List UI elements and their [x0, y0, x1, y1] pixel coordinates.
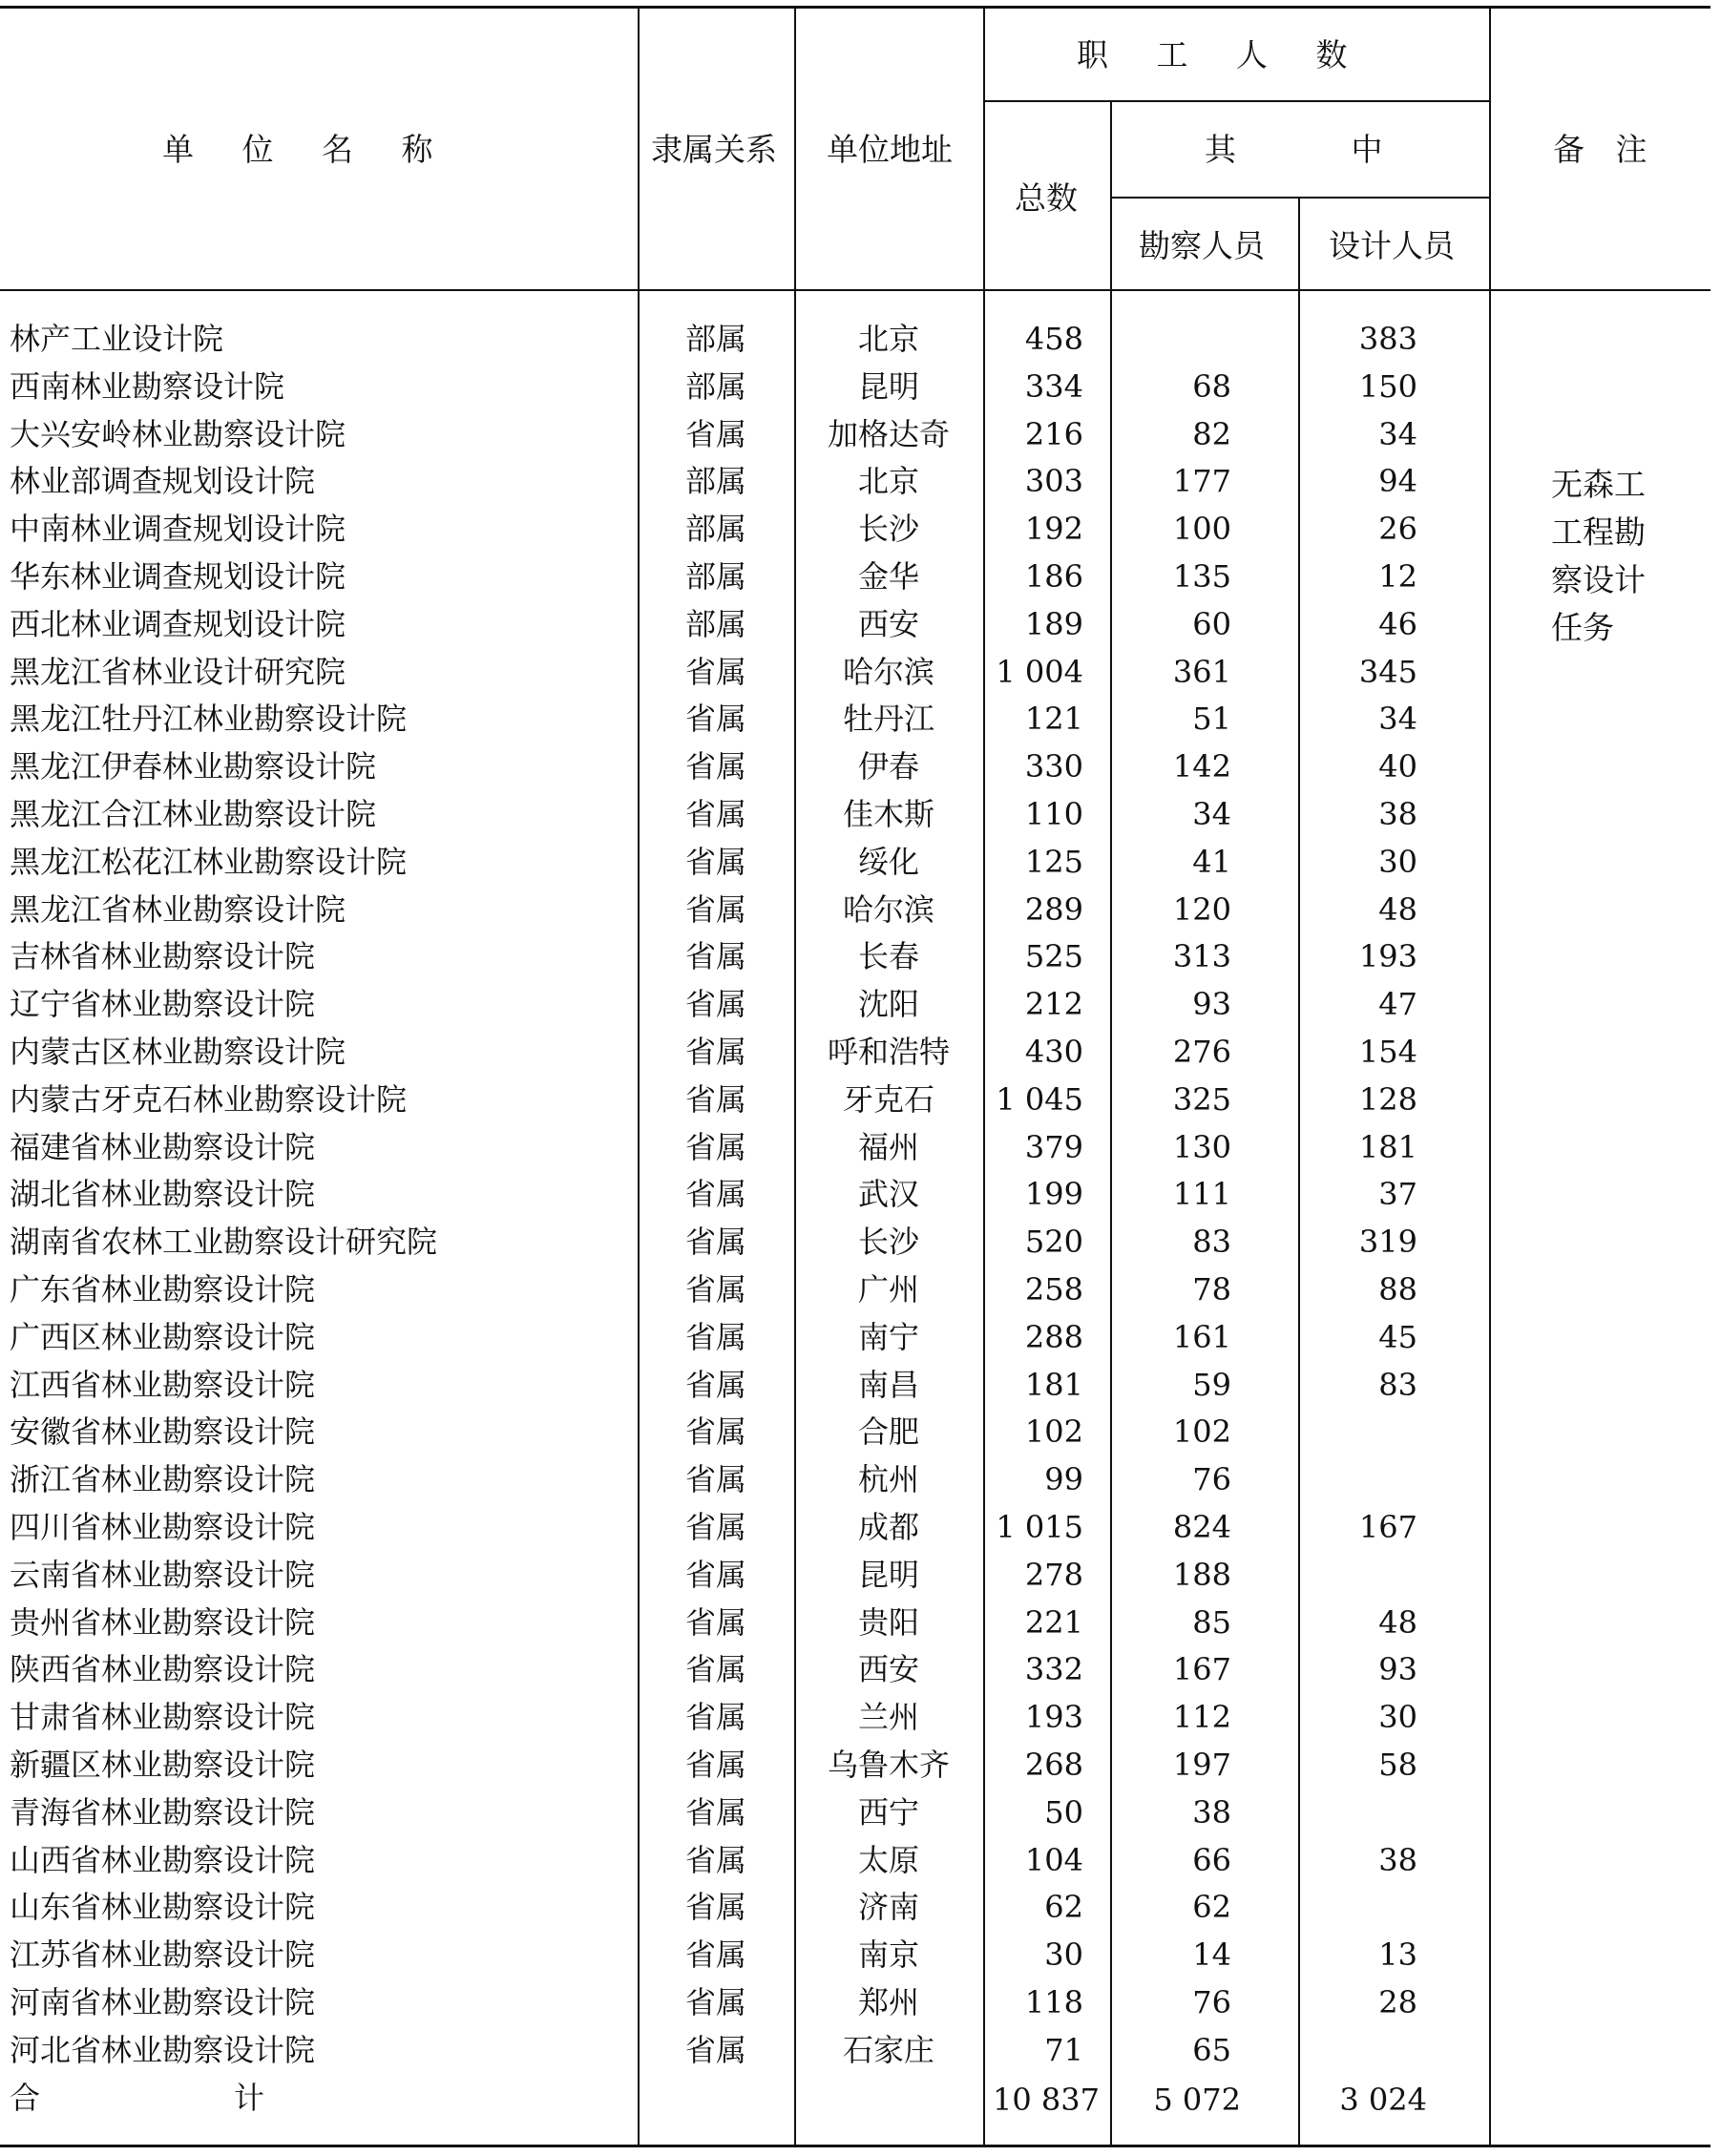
relation-cell: 省属 [684, 1651, 746, 1687]
unit-name-cell: 福建省林业勘察设计院 [10, 1129, 316, 1165]
total-cell: 50 [1044, 1794, 1083, 1831]
survey-cell: 62 [1192, 1889, 1231, 1925]
survey-cell: 361 [1172, 654, 1231, 690]
unit-name-cell: 山东省林业勘察设计院 [10, 1889, 316, 1925]
total-cell: 216 [1024, 416, 1083, 452]
header-address: 单位地址 [827, 131, 953, 168]
address-cell: 武汉 [857, 1176, 919, 1212]
total-cell: 332 [1024, 1651, 1083, 1687]
relation-cell: 省属 [684, 1604, 746, 1641]
total-cell: 268 [1024, 1747, 1083, 1783]
footer-label-ji: 计 [234, 2080, 265, 2116]
survey-cell: 102 [1172, 1413, 1231, 1450]
relation-cell: 省属 [684, 986, 746, 1022]
design-cell: 383 [1358, 321, 1417, 357]
total-cell: 99 [1044, 1461, 1083, 1497]
survey-cell: 76 [1192, 1461, 1231, 1497]
design-cell: 40 [1378, 748, 1417, 785]
survey-cell: 142 [1172, 748, 1231, 785]
address-cell: 佳木斯 [842, 796, 934, 832]
total-cell: 221 [1024, 1604, 1083, 1641]
total-cell: 1 045 [996, 1081, 1083, 1118]
design-cell: 37 [1378, 1176, 1417, 1212]
note-text [1551, 461, 1646, 652]
survey-cell: 41 [1192, 844, 1231, 880]
address-cell: 乌鲁木齐 [827, 1747, 950, 1783]
address-cell: 北京 [857, 463, 919, 499]
address-cell: 广州 [857, 1271, 919, 1308]
address-cell: 长沙 [857, 1224, 919, 1260]
total-cell: 379 [1024, 1129, 1083, 1165]
survey-cell: 120 [1172, 891, 1231, 928]
unit-name-cell: 华东林业调查规划设计院 [10, 558, 346, 595]
address-cell: 牙克石 [842, 1081, 934, 1118]
unit-name-cell: 浙江省林业勘察设计院 [10, 1461, 316, 1497]
address-cell: 昆明 [857, 1557, 919, 1593]
survey-cell: 188 [1172, 1557, 1231, 1593]
design-cell: 319 [1358, 1224, 1417, 1260]
total-cell: 125 [1024, 844, 1083, 880]
design-cell: 34 [1378, 701, 1417, 737]
address-cell: 西安 [857, 606, 919, 642]
relation-cell: 省属 [684, 1794, 746, 1831]
unit-name-cell: 贵州省林业勘察设计院 [10, 1604, 316, 1641]
relation-cell: 省属 [684, 2032, 746, 2068]
unit-name-cell: 辽宁省林业勘察设计院 [10, 986, 316, 1022]
relation-cell: 部属 [684, 368, 746, 405]
survey-cell: 34 [1192, 796, 1231, 832]
unit-name-cell: 黑龙江合江林业勘察设计院 [10, 796, 377, 832]
design-cell: 13 [1378, 1936, 1417, 1973]
unit-name-cell: 江西省林业勘察设计院 [10, 1367, 316, 1403]
address-cell: 郑州 [857, 1984, 919, 2020]
unit-name-cell: 林业部调查规划设计院 [10, 463, 316, 499]
survey-cell: 135 [1172, 558, 1231, 595]
total-cell: 520 [1024, 1224, 1083, 1260]
survey-cell: 313 [1172, 938, 1231, 974]
unit-name-cell: 林产工业设计院 [10, 321, 224, 357]
design-cell: 12 [1378, 558, 1417, 595]
design-cell: 47 [1378, 986, 1417, 1022]
survey-cell: 82 [1192, 416, 1231, 452]
design-cell: 94 [1378, 463, 1417, 499]
address-cell: 加格达奇 [827, 416, 950, 452]
relation-cell: 省属 [684, 1889, 746, 1925]
unit-name-cell: 新疆区林业勘察设计院 [10, 1747, 316, 1783]
survey-cell: 66 [1192, 1842, 1231, 1878]
address-cell: 呼和浩特 [827, 1034, 950, 1070]
design-cell: 48 [1378, 891, 1417, 928]
unit-name-cell: 安徽省林业勘察设计院 [10, 1413, 316, 1450]
relation-cell: 省属 [684, 1413, 746, 1450]
header-survey-staff: 勘察人员 [1139, 227, 1265, 264]
relation-cell: 省属 [684, 1176, 746, 1212]
address-cell: 石家庄 [842, 2032, 934, 2068]
note-line: 工程勘 [1551, 513, 1646, 551]
relation-cell: 部属 [684, 511, 746, 547]
address-cell: 南京 [857, 1936, 919, 1973]
design-cell: 154 [1358, 1034, 1417, 1070]
total-cell: 525 [1024, 938, 1083, 974]
top-rule [0, 6, 1711, 9]
address-cell: 兰州 [857, 1699, 919, 1735]
survey-cell: 68 [1192, 368, 1231, 405]
unit-name-cell: 黑龙江省林业勘察设计院 [10, 891, 346, 928]
address-cell: 贵阳 [857, 1604, 919, 1641]
relation-cell: 省属 [684, 1842, 746, 1878]
total-cell: 278 [1024, 1557, 1083, 1593]
address-cell: 北京 [857, 321, 919, 357]
relation-cell: 省属 [684, 416, 746, 452]
unit-name-cell: 中南林业调查规划设计院 [10, 511, 346, 547]
survey-cell: 85 [1192, 1604, 1231, 1641]
unit-name-cell: 河南省林业勘察设计院 [10, 1984, 316, 2020]
total-cell: 189 [1024, 606, 1083, 642]
relation-cell: 省属 [684, 1367, 746, 1403]
address-cell: 太原 [857, 1842, 919, 1878]
relation-cell: 省属 [684, 1224, 746, 1260]
unit-name-cell: 内蒙古区林业勘察设计院 [10, 1034, 346, 1070]
design-cell: 48 [1378, 1604, 1417, 1641]
relation-cell: 省属 [684, 796, 746, 832]
unit-name-cell: 黑龙江伊春林业勘察设计院 [10, 748, 377, 785]
address-cell: 伊春 [857, 748, 919, 785]
col-rule-1 [638, 8, 640, 2146]
address-cell: 福州 [857, 1129, 919, 1165]
address-cell: 济南 [857, 1889, 919, 1925]
total-cell: 258 [1024, 1271, 1083, 1308]
relation-cell: 省属 [684, 1936, 746, 1973]
total-cell: 1 004 [996, 654, 1083, 690]
design-cell: 30 [1378, 1699, 1417, 1735]
relation-cell: 省属 [684, 1747, 746, 1783]
survey-cell: 38 [1192, 1794, 1231, 1831]
total-cell: 62 [1044, 1889, 1083, 1925]
col-rule-4 [1110, 101, 1112, 2146]
survey-cell: 76 [1192, 1984, 1231, 2020]
total-cell: 1 015 [996, 1509, 1083, 1545]
col-rule-5 [1298, 198, 1300, 2146]
design-cell: 46 [1378, 606, 1417, 642]
relation-cell: 省属 [684, 938, 746, 974]
address-cell: 金华 [857, 558, 919, 595]
note-line: 无森工 [1551, 466, 1646, 503]
design-cell: 88 [1378, 1271, 1417, 1308]
total-cell: 288 [1024, 1319, 1083, 1355]
survey-cell: 100 [1172, 511, 1231, 547]
design-cell: 45 [1378, 1319, 1417, 1355]
relation-cell: 省属 [684, 701, 746, 737]
design-cell: 34 [1378, 416, 1417, 452]
total-cell: 303 [1024, 463, 1083, 499]
survey-cell: 197 [1172, 1747, 1231, 1783]
address-cell: 南宁 [857, 1319, 919, 1355]
unit-name-cell: 陕西省林业勘察设计院 [10, 1651, 316, 1687]
design-cell: 28 [1378, 1984, 1417, 2020]
design-cell: 38 [1378, 796, 1417, 832]
unit-name-cell: 黑龙江省林业设计研究院 [10, 654, 346, 690]
address-cell: 哈尔滨 [842, 654, 934, 690]
design-cell: 345 [1358, 654, 1417, 690]
unit-name-cell: 内蒙古牙克石林业勘察设计院 [10, 1081, 408, 1118]
footer-label-he: 合 [10, 2080, 41, 2116]
address-cell: 南昌 [857, 1367, 919, 1403]
address-cell: 绥化 [857, 844, 919, 880]
unit-name-cell: 青海省林业勘察设计院 [10, 1794, 316, 1831]
footer-survey: 5 072 [1153, 2082, 1241, 2118]
total-cell: 458 [1024, 321, 1083, 357]
address-cell: 西宁 [857, 1794, 919, 1831]
note-line: 察设计 [1551, 561, 1646, 598]
header-total: 总数 [1015, 179, 1078, 217]
unit-name-cell: 甘肃省林业勘察设计院 [10, 1699, 316, 1735]
total-cell: 118 [1024, 1984, 1083, 2020]
col-rule-6 [1489, 8, 1491, 2146]
unit-name-cell: 山西省林业勘察设计院 [10, 1842, 316, 1878]
address-cell: 牡丹江 [842, 701, 934, 737]
unit-name-cell: 广西区林业勘察设计院 [10, 1319, 316, 1355]
unit-name-cell: 西南林业勘察设计院 [10, 368, 285, 405]
address-cell: 杭州 [857, 1461, 919, 1497]
survey-cell: 161 [1172, 1319, 1231, 1355]
staff-subheader-rule [983, 100, 1489, 102]
unit-name-cell: 吉林省林业勘察设计院 [10, 938, 316, 974]
address-cell: 合肥 [857, 1413, 919, 1450]
relation-cell: 部属 [684, 463, 746, 499]
total-cell: 102 [1024, 1413, 1083, 1450]
relation-cell: 省属 [684, 1319, 746, 1355]
total-cell: 430 [1024, 1034, 1083, 1070]
total-cell: 110 [1024, 796, 1083, 832]
survey-cell: 60 [1192, 606, 1231, 642]
survey-cell: 167 [1172, 1651, 1231, 1687]
design-cell: 167 [1358, 1509, 1417, 1545]
design-cell: 38 [1378, 1842, 1417, 1878]
relation-cell: 省属 [684, 891, 746, 928]
header-bottom-rule [0, 289, 1711, 291]
survey-cell: 111 [1172, 1176, 1231, 1212]
address-cell: 成都 [857, 1509, 919, 1545]
relation-cell: 省属 [684, 1081, 746, 1118]
unit-name-cell: 西北林业调查规划设计院 [10, 606, 346, 642]
design-cell: 93 [1378, 1651, 1417, 1687]
total-cell: 192 [1024, 511, 1083, 547]
header-unit-name: 单 位 名 称 [162, 131, 433, 168]
unit-name-cell: 江苏省林业勘察设计院 [10, 1936, 316, 1973]
survey-cell: 325 [1172, 1081, 1231, 1118]
total-cell: 193 [1024, 1699, 1083, 1735]
relation-cell: 省属 [684, 1984, 746, 2020]
survey-cell: 51 [1192, 701, 1231, 737]
relation-cell: 省属 [684, 1557, 746, 1593]
design-cell: 181 [1358, 1129, 1417, 1165]
total-cell: 186 [1024, 558, 1083, 595]
address-cell: 哈尔滨 [842, 891, 934, 928]
survey-cell: 93 [1192, 986, 1231, 1022]
address-cell: 长春 [857, 938, 919, 974]
survey-cell: 78 [1192, 1271, 1231, 1308]
relation-cell: 部属 [684, 606, 746, 642]
total-cell: 289 [1024, 891, 1083, 928]
relation-cell: 省属 [684, 844, 746, 880]
relation-cell: 省属 [684, 1461, 746, 1497]
header-design-staff: 设计人员 [1329, 227, 1455, 264]
survey-cell: 112 [1172, 1699, 1231, 1735]
total-cell: 199 [1024, 1176, 1083, 1212]
total-cell: 212 [1024, 986, 1083, 1022]
survey-cell: 177 [1172, 463, 1231, 499]
relation-cell: 省属 [684, 654, 746, 690]
unit-name-cell: 黑龙江牡丹江林业勘察设计院 [10, 701, 408, 737]
relation-cell: 省属 [684, 1129, 746, 1165]
col-rule-3 [983, 8, 985, 2146]
design-cell: 30 [1378, 844, 1417, 880]
survey-cell: 65 [1192, 2032, 1231, 2068]
survey-cell: 130 [1172, 1129, 1231, 1165]
design-cell: 128 [1358, 1081, 1417, 1118]
address-cell: 西安 [857, 1651, 919, 1687]
total-cell: 30 [1044, 1936, 1083, 1973]
unit-name-cell: 湖北省林业勘察设计院 [10, 1176, 316, 1212]
relation-cell: 省属 [684, 748, 746, 785]
design-cell: 58 [1378, 1747, 1417, 1783]
unit-name-cell: 四川省林业勘察设计院 [10, 1509, 316, 1545]
footer-design: 3 024 [1339, 2082, 1427, 2118]
unit-name-cell: 大兴安岭林业勘察设计院 [10, 416, 346, 452]
unit-name-cell: 黑龙江松花江林业勘察设计院 [10, 844, 408, 880]
unit-name-cell: 河北省林业勘察设计院 [10, 2032, 316, 2068]
unit-name-cell: 湖南省农林工业勘察设计研究院 [10, 1224, 438, 1260]
relation-cell: 省属 [684, 1509, 746, 1545]
relation-cell: 部属 [684, 558, 746, 595]
unit-name-cell: 广东省林业勘察设计院 [10, 1271, 316, 1308]
total-cell: 330 [1024, 748, 1083, 785]
bottom-rule [0, 2145, 1711, 2147]
survey-cell: 824 [1172, 1509, 1231, 1545]
unit-name-cell: 云南省林业勘察设计院 [10, 1557, 316, 1593]
total-cell: 181 [1024, 1367, 1083, 1403]
header-note: 备 注 [1553, 131, 1648, 168]
design-cell: 26 [1378, 511, 1417, 547]
relation-cell: 省属 [684, 1699, 746, 1735]
footer-total: 10 837 [993, 2082, 1100, 2118]
relation-cell: 省属 [684, 1271, 746, 1308]
survey-cell: 276 [1172, 1034, 1231, 1070]
survey-cell: 83 [1192, 1224, 1231, 1260]
address-cell: 长沙 [857, 511, 919, 547]
header-relation: 隶属关系 [651, 131, 777, 168]
relation-cell: 省属 [684, 1034, 746, 1070]
design-cell: 150 [1358, 368, 1417, 405]
survey-cell: 14 [1192, 1936, 1231, 1973]
total-cell: 104 [1024, 1842, 1083, 1878]
header-staff-count: 职 工 人 数 [1077, 36, 1348, 73]
address-cell: 昆明 [857, 368, 919, 405]
survey-cell: 59 [1192, 1367, 1231, 1403]
address-cell: 沈阳 [857, 986, 919, 1022]
total-cell: 71 [1044, 2032, 1083, 2068]
total-cell: 121 [1024, 701, 1083, 737]
header-among: 其 中 [1205, 131, 1383, 168]
total-cell: 334 [1024, 368, 1083, 405]
note-line: 任务 [1551, 609, 1614, 646]
design-cell: 83 [1378, 1367, 1417, 1403]
relation-cell: 部属 [684, 321, 746, 357]
design-cell: 193 [1358, 938, 1417, 974]
